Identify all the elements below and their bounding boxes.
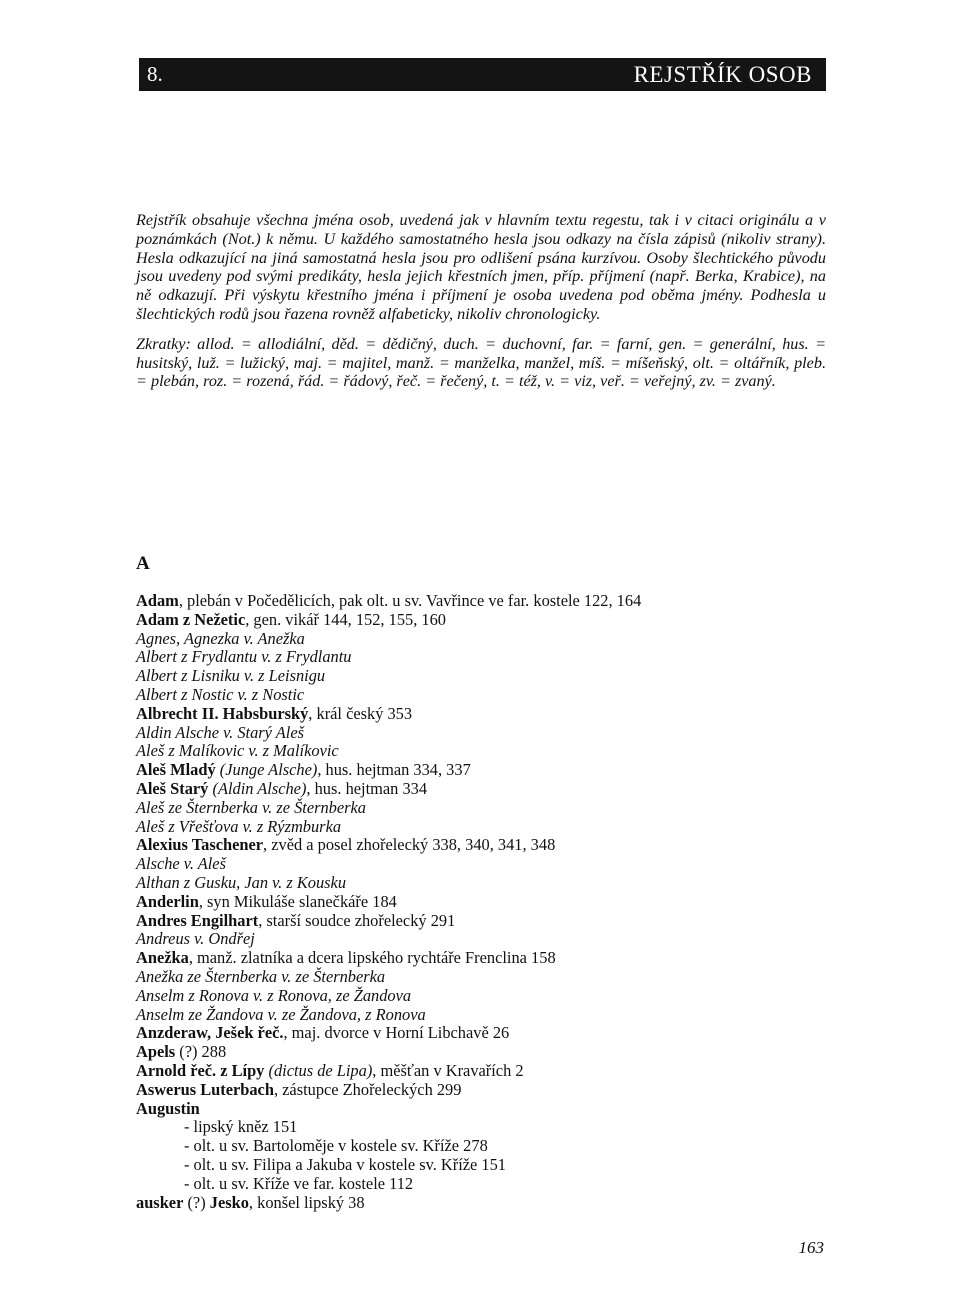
index-entry xyxy=(136,780,826,799)
index-entry xyxy=(136,648,826,667)
entry-details: , plebán v Počedělicích, pak olt. u sv. Vavřince ve far. kostele 122, 164 xyxy=(178,591,642,610)
subentry-text: - lipský kněz 151 xyxy=(184,1117,298,1137)
cross-reference: Albert z Frydlantu v. z Frydlantu xyxy=(136,647,352,667)
entry-details: , konšel lipský 38 xyxy=(248,1192,365,1212)
cross-reference: Aleš z Vřešťova v. z Rýzmburka xyxy=(136,816,342,836)
intro-paragraph: Rejstřík obsahuje všechna jména osob, uvedená jak v hlavním textu regestu, tak i v citaci originálu a v poznámkách (Not.) k němu. U každého samostatného hesla jsou odkazy na čísla zápisů (nikoliv strany). Hesla odkazující na jiná samostatná hesla jsou pro odlišení psána kurzívou. Osoby šlechtického původu jsou uvedeny pod svými predikáty, hesla jejich křestních jmen, příp. příjmení (např. Berka, Krabice), na ně odkazují. Při výskytu křestního jména i příjmení je osoba uvedena pod oběma jmény. Podhesla u šlechtických rodů jsou řazena rovněž alfabeticky, nikoliv chronologicky. xyxy=(136,211,826,323)
index-entry xyxy=(136,987,826,1006)
entry-name: Albrecht II. Habsburský xyxy=(136,703,309,723)
entry-name: Alexius Taschener xyxy=(136,835,264,855)
index-entries xyxy=(136,592,826,1212)
entry-alias: (dictus de Lipa) xyxy=(264,1060,373,1080)
entry-name: Aswerus Luterbach xyxy=(136,1079,274,1099)
entry-note: (?) xyxy=(183,1192,210,1212)
entry-name: Augustin xyxy=(136,1098,200,1118)
index-entry xyxy=(136,1100,826,1119)
cross-reference: Albert z Lisniku v. z Leisnigu xyxy=(136,666,326,686)
index-entry xyxy=(136,761,826,780)
entry-name: Apels xyxy=(136,1042,176,1062)
index-subentry xyxy=(136,1118,826,1137)
abbreviations-paragraph: Zkratky: allod. = allodiální, děd. = dědičný, duch. = duchovní, far. = farní, gen. = generální, hus. = husitský, luž. = lužický, maj. = majitel, manž. = manželka, manžel, míš. = míšeňský, olt. = oltářník, pleb. = plebán, roz. = rozená, řád. = řádový, řeč. = řečený, t. = též, v. = viz, veř. = veřejný, zv. = zvaný. xyxy=(136,334,826,391)
index-entry xyxy=(136,799,826,818)
subentry-text: - olt. u sv. Bartoloměje v kostele sv. Kříže 278 xyxy=(184,1136,488,1156)
index-entry xyxy=(136,949,826,968)
index-entry xyxy=(136,686,826,705)
cross-reference: Anselm z Ronova v. z Ronova, ze Žandova xyxy=(136,985,412,1005)
entry-name: Anzderaw, Ješek řeč. xyxy=(136,1023,284,1043)
cross-reference: Anežka ze Šternberka v. ze Šternberka xyxy=(136,966,386,986)
entry-name: Andres Engilhart xyxy=(136,910,259,930)
cross-reference: Aleš z Malíkovic v. z Malíkovic xyxy=(136,741,339,761)
index-entry xyxy=(136,1062,826,1081)
cross-reference: Althan z Gusku, Jan v. z Kousku xyxy=(136,872,347,892)
entry-name: Jesko xyxy=(209,1192,249,1212)
entry-name: Anderlin xyxy=(136,891,199,911)
index-entry xyxy=(136,1194,826,1213)
subentry-text: - olt. u sv. Filipa a Jakuba v kostele sv. Kříže 151 xyxy=(184,1154,506,1174)
entry-name: Aleš Mladý xyxy=(136,760,216,780)
entry-details: , syn Mikuláše slanečkáře 184 xyxy=(198,891,397,911)
index-entry xyxy=(136,912,826,931)
index-entry xyxy=(136,1043,826,1062)
cross-reference: Alsche v. Aleš xyxy=(136,854,226,874)
index-entry xyxy=(136,742,826,761)
index-subentry xyxy=(136,1175,826,1194)
index-entry xyxy=(136,874,826,893)
entry-details: , zvěd a posel zhořelecký 338, 340, 341, 348 xyxy=(263,835,556,855)
index-subentry xyxy=(136,1156,826,1175)
index-entry xyxy=(136,592,826,611)
entry-name: Aleš Starý xyxy=(136,778,209,798)
index-entry xyxy=(136,818,826,837)
entry-details: , maj. dvorce v Horní Libchavě 26 xyxy=(283,1023,510,1043)
entry-details: , hus. hejtman 334 xyxy=(306,778,428,798)
entry-alias: (Junge Alsche) xyxy=(215,760,318,780)
entry-details: , starší soudce zhořelecký 291 xyxy=(258,910,456,930)
entry-name: Adam xyxy=(136,591,179,610)
index-entry xyxy=(136,968,826,987)
index-entry xyxy=(136,630,826,649)
entry-details: , zástupce Zhořeleckých 299 xyxy=(273,1079,462,1099)
cross-reference: Albert z Nostic v. z Nostic xyxy=(136,684,305,704)
entry-details: , král český 353 xyxy=(308,703,413,723)
cross-reference: Anselm ze Žandova v. ze Žandova, z Ronova xyxy=(136,1004,426,1024)
entry-details: (?) 288 xyxy=(175,1042,227,1062)
entry-alias: (Aldin Alsche) xyxy=(208,778,307,798)
chapter-header xyxy=(139,58,826,91)
cross-reference: Aldin Alsche v. Starý Aleš xyxy=(136,722,304,742)
index-entry xyxy=(136,855,826,874)
index-entry xyxy=(136,724,826,743)
index-entry xyxy=(136,1024,826,1043)
intro-text xyxy=(136,211,826,391)
page-number: 163 xyxy=(798,1238,824,1257)
entry-name: Arnold řeč. z Lípy xyxy=(136,1060,265,1080)
chapter-number: 8. xyxy=(147,62,163,86)
entry-name: Anežka xyxy=(136,948,189,968)
entry-details: , hus. hejtman 334, 337 xyxy=(317,760,471,780)
entry-details: , manž. zlatníka a dcera lipského rychtáře Frenclina 158 xyxy=(188,948,556,968)
index-entry xyxy=(136,611,826,630)
cross-reference: Aleš ze Šternberka v. ze Šternberka xyxy=(136,797,367,817)
cross-reference: Andreus v. Ondřej xyxy=(136,929,255,949)
entry-name: Adam z Nežetic xyxy=(136,609,246,629)
index-entry xyxy=(136,667,826,686)
chapter-title: REJSTŘÍK OSOB xyxy=(633,61,812,87)
index-entry xyxy=(136,1081,826,1100)
index-entry xyxy=(136,893,826,912)
entry-name: ausker xyxy=(136,1192,184,1212)
index-entry xyxy=(136,836,826,855)
index-entry xyxy=(136,705,826,724)
entry-details: , měšťan v Kravařích 2 xyxy=(372,1060,524,1080)
cross-reference: Agnes, Agnezka v. Anežka xyxy=(136,628,305,648)
index-subentry xyxy=(136,1137,826,1156)
section-letter: A xyxy=(136,553,150,574)
entry-details: , gen. vikář 144, 152, 155, 160 xyxy=(245,609,446,629)
index-entry xyxy=(136,1006,826,1025)
index-entry xyxy=(136,930,826,949)
subentry-text: - olt. u sv. Kříže ve far. kostele 112 xyxy=(184,1173,414,1193)
